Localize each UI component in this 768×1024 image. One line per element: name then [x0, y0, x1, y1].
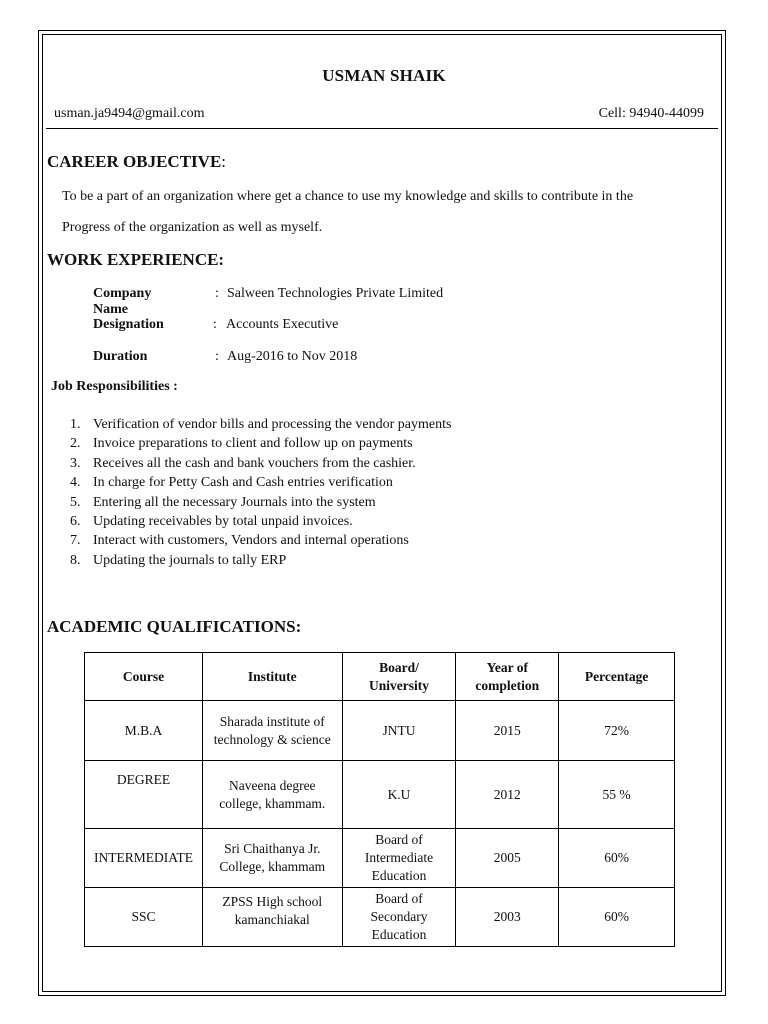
header-year-of-completion [456, 653, 559, 701]
list-item-number: 8. [70, 552, 81, 568]
cell-board [342, 829, 456, 888]
list-item [62, 512, 451, 531]
academic-table [84, 652, 675, 947]
job-responsibilities-heading: Job Responsibilities : [51, 379, 178, 394]
table-row [85, 888, 675, 947]
designation-label: Designation [93, 317, 164, 332]
header-board-line-1: Board/ [379, 659, 419, 675]
header-year-line-1: Year of [486, 659, 528, 675]
table-row [85, 761, 675, 829]
cell-year: 2012 [456, 761, 559, 829]
duration-separator: : [215, 349, 219, 364]
list-item [62, 531, 451, 550]
cell-percentage: 55 % [559, 761, 675, 829]
institute-line-1: Sri Chaithanya Jr. [224, 841, 321, 856]
list-item-number: 2. [70, 436, 81, 452]
header-year-line-2: completion [475, 677, 540, 693]
list-item-text: Entering all the necessary Journals into the system [93, 494, 376, 510]
list-item [62, 415, 451, 434]
cell-year: 2015 [456, 701, 559, 761]
list-item-text: Invoice preparations to client and follow up on payments [93, 436, 413, 452]
list-item [62, 454, 451, 473]
cell-course: DEGREE [85, 761, 203, 829]
institute-line-2: college, khammam. [219, 795, 326, 811]
duration-label: Duration [93, 349, 148, 364]
cell-institute [202, 761, 342, 829]
cell-institute [202, 701, 342, 761]
list-item-text: Updating receivables by total unpaid invoices. [93, 513, 353, 529]
cell-year: 2005 [456, 829, 559, 888]
resume-name: USMAN SHAIK [322, 66, 446, 85]
list-item [62, 551, 451, 570]
cell-board [342, 888, 456, 947]
cell-phone-text: Cell: 94940-44099 [598, 106, 704, 121]
board-line-3: Education [371, 927, 427, 942]
list-item-number: 4. [70, 475, 81, 491]
institute-line-2: technology & science [213, 731, 331, 747]
list-item-text: Updating the journals to tally ERP [93, 552, 287, 568]
designation-value: Accounts Executive [226, 317, 339, 332]
list-item-number: 6. [70, 513, 81, 529]
board-line-1: Board of [375, 891, 423, 906]
cell-institute [202, 829, 342, 888]
institute-line-1: Sharada institute of [219, 713, 325, 729]
board-line-2: Secondary [370, 909, 428, 924]
list-item-number: 7. [70, 533, 81, 549]
institute-line-1: ZPSS High school [222, 894, 323, 909]
list-item-number: 1. [70, 417, 81, 432]
career-objective-heading [47, 152, 226, 172]
list-item [62, 473, 451, 492]
list-item [62, 434, 451, 453]
cell-course: INTERMEDIATE [85, 829, 203, 888]
header-percentage: Percentage [559, 653, 675, 701]
company-name-label: Company Name [93, 286, 152, 317]
cell-institute [202, 888, 342, 947]
institute-line-1: Naveena degree [228, 777, 316, 793]
career-objective-colon: : [221, 152, 227, 171]
list-item-number: 3. [70, 455, 81, 471]
cell-percentage: 60% [559, 888, 675, 947]
institute-line-2: College, khammam [219, 859, 326, 874]
list-item-number: 5. [70, 494, 81, 510]
company-name-separator: : [215, 286, 219, 301]
objective-line-2: Progress of the organization as well as myself. [62, 220, 323, 235]
contact-line [46, 106, 718, 129]
cell-board [342, 701, 456, 761]
header-institute: Institute [202, 653, 342, 701]
cell-course: M.B.A [85, 701, 203, 761]
header-board-university [342, 653, 456, 701]
cell-course: SSC [85, 888, 203, 947]
board-line-1: JNTU [382, 722, 416, 738]
career-objective-title: CAREER OBJECTIVE [47, 152, 222, 171]
objective-line-1: To be a part of an organization where get a chance to use my knowledge and skills to contribute in the [62, 189, 634, 204]
designation-separator: : [213, 317, 217, 332]
board-line-2: Intermediate [364, 850, 434, 865]
duration-value: Aug-2016 to Nov 2018 [227, 349, 358, 364]
cell-percentage: 60% [559, 829, 675, 888]
board-line-1: Board of [375, 832, 423, 847]
work-experience-heading: WORK EXPERIENCE: [47, 250, 225, 269]
cell-year: 2003 [456, 888, 559, 947]
career-objective-text [62, 181, 712, 243]
table-header-row [85, 653, 675, 701]
list-item-text: Receives all the cash and bank vouchers from the cashier. [93, 455, 416, 471]
cell-board [342, 761, 456, 829]
academic-qualifications-heading: ACADEMIC QUALIFICATIONS: [47, 617, 302, 636]
list-item-text: In charge for Petty Cash and Cash entries verification [93, 475, 393, 491]
table-row [85, 829, 675, 888]
institute-line-2: kamanchiakal [234, 912, 310, 927]
list-item-text: Verification of vendor bills and processing the vendor payments [93, 417, 452, 432]
email-text: usman.ja9494@gmail.com [54, 106, 205, 121]
list-item-text: Interact with customers, Vendors and internal operations [93, 533, 409, 549]
board-line-3: Education [371, 868, 427, 883]
header-course: Course [85, 653, 203, 701]
list-item [62, 493, 451, 512]
header-board-line-2: University [369, 677, 429, 693]
cell-percentage: 72% [559, 701, 675, 761]
company-name-value: Salween Technologies Private Limited [227, 286, 444, 301]
responsibilities-list [62, 415, 451, 570]
table-row [85, 701, 675, 761]
board-line-1: K.U [387, 786, 411, 802]
